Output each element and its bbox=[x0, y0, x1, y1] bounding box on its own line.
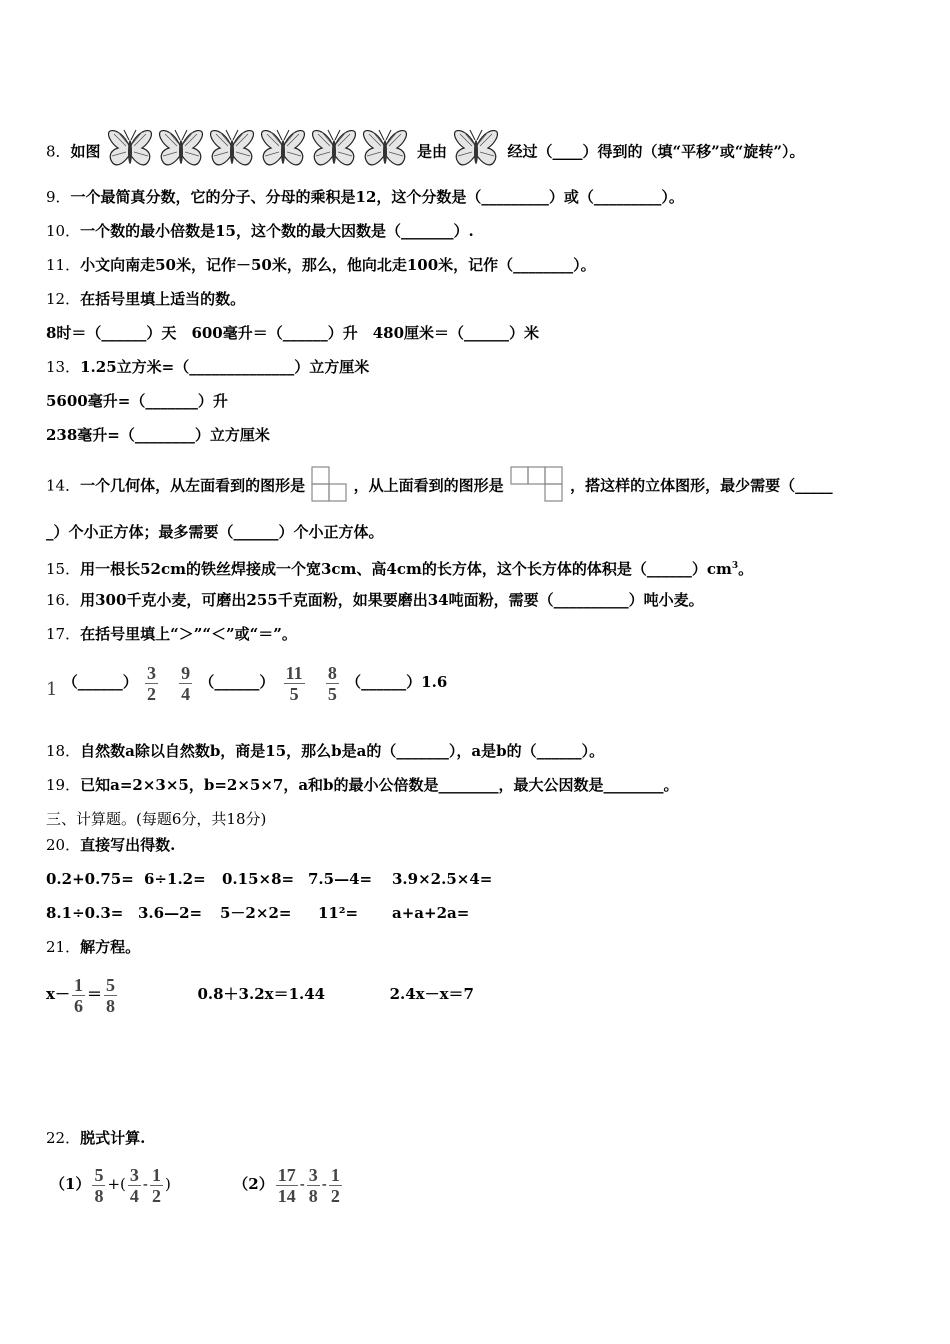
q17-blank-3: （______） bbox=[346, 673, 422, 691]
question-15 bbox=[46, 556, 753, 579]
calc-item: 8.1÷0.3= bbox=[46, 904, 124, 922]
fraction-3-4: $\frac{3}{4}$ bbox=[129, 1164, 139, 1206]
q21-text: 解方程。 bbox=[80, 938, 141, 956]
problem-1-label: （1） bbox=[50, 1175, 91, 1193]
question-12 bbox=[46, 289, 245, 309]
left-view-figure bbox=[310, 466, 348, 507]
question-19 bbox=[46, 775, 679, 795]
operator: - bbox=[142, 1175, 148, 1193]
fraction-1-2: $\frac{1}{2}$ bbox=[151, 1164, 161, 1206]
calc-item: 11²= bbox=[318, 904, 359, 922]
fraction-17-14: $\frac{17}{14}$ bbox=[277, 1164, 296, 1206]
question-number: 8． bbox=[46, 142, 71, 161]
problem-2-label: （2） bbox=[233, 1175, 274, 1193]
fraction-3-8: $\frac{3}{8}$ bbox=[308, 1164, 318, 1206]
question-13 bbox=[46, 357, 369, 377]
q14-text-mid: ，从上面看到的图形是 bbox=[353, 476, 504, 495]
calc-item: 6÷1.2= bbox=[144, 870, 206, 888]
question-17 bbox=[46, 624, 297, 644]
equation-3: 2.4x－x＝7 bbox=[389, 985, 474, 1003]
q15-text: 用一根长52cm的铁丝焊接成一个宽3cm、高4cm的长方体，这个长方体的体积是（______）cm bbox=[80, 560, 732, 578]
q16-text: 用300千克小麦，可磨出255千克面粉，如果要磨出34吨面粉，需要（__________）吨小麦。 bbox=[80, 591, 704, 609]
fraction-8-5: $\frac{8}{5}$ bbox=[327, 662, 337, 704]
question-number: 20． bbox=[46, 836, 81, 854]
q12-text: 在括号里填上适当的数。 bbox=[80, 290, 246, 308]
q15-superscript: 3 bbox=[731, 561, 739, 571]
q8-text-post: 经过（____）得到的（填“平移”或“旋转”）。 bbox=[507, 142, 805, 161]
q17-blank-2: （______） bbox=[199, 673, 275, 691]
equation-2: 0.8＋3.2x＝1.44 bbox=[197, 985, 326, 1003]
question-8 bbox=[46, 126, 805, 179]
butterfly-single-figure bbox=[452, 126, 502, 179]
question-number: 15． bbox=[46, 560, 81, 578]
question-number: 11． bbox=[46, 256, 81, 274]
question-20 bbox=[46, 835, 175, 855]
operator: - bbox=[321, 1175, 327, 1193]
question-number: 21． bbox=[46, 938, 81, 956]
operator: - bbox=[299, 1175, 305, 1193]
question-number: 13． bbox=[46, 358, 81, 376]
fraction-11-5: $\frac{11}{5}$ bbox=[285, 662, 303, 704]
calc-item: 5－2×2= bbox=[220, 904, 292, 922]
question-number: 22． bbox=[46, 1129, 81, 1147]
section-3-heading: 三、计算题。(每题6分，共18分) bbox=[46, 810, 267, 828]
q13-line2: 5600毫升=（_______）升 bbox=[46, 392, 228, 410]
calc-item: a+a+2a= bbox=[392, 904, 470, 922]
q20-row-1 bbox=[46, 869, 492, 889]
q13-line3: 238毫升=（________）立方厘米 bbox=[46, 426, 270, 444]
fraction-1-2: $\frac{1}{2}$ bbox=[330, 1164, 340, 1206]
q14-text-post: ，搭这样的立体图形，最少需要（_____ bbox=[570, 476, 833, 495]
question-number: 9． bbox=[46, 188, 71, 206]
question-number: 16． bbox=[46, 591, 81, 609]
question-16 bbox=[46, 590, 704, 610]
q15-end: 。 bbox=[738, 560, 754, 578]
fraction-3-2: $\frac{3}{2}$ bbox=[146, 662, 156, 704]
eq1-equals: ＝ bbox=[86, 985, 102, 1003]
fraction-5-8: $\frac{5}{8}$ bbox=[105, 974, 115, 1016]
operator: +( bbox=[107, 1175, 126, 1193]
operator: ) bbox=[164, 1175, 171, 1193]
q22-problems bbox=[50, 1162, 344, 1206]
q11-text: 小文向南走50米，记作－50米，那么，他向北走100米，记作（________）。 bbox=[80, 256, 596, 274]
q10-text: 一个数的最小倍数是15，这个数的最大因数是（_______）. bbox=[80, 222, 474, 240]
question-18 bbox=[46, 741, 604, 761]
question-22 bbox=[46, 1128, 145, 1148]
butterfly-row-figure bbox=[106, 126, 412, 179]
q17-right-value: 1.6 bbox=[421, 673, 448, 691]
q20-text: 直接写出得数. bbox=[80, 836, 176, 854]
q17-blank-1: （______） bbox=[62, 673, 138, 691]
eq1-prefix: x－ bbox=[46, 985, 70, 1003]
question-21 bbox=[46, 937, 140, 957]
question-11 bbox=[46, 255, 596, 275]
calc-item: 0.2+0.75= bbox=[46, 870, 134, 888]
q19-text: 已知a=2×3×5，b=2×5×7，a和b的最小公倍数是________，最大公因数是________。 bbox=[80, 776, 679, 794]
fraction-9-4: $\frac{9}{4}$ bbox=[181, 662, 191, 704]
q21-equations bbox=[46, 972, 474, 1016]
q22-text: 脱式计算. bbox=[80, 1129, 146, 1147]
question-9 bbox=[46, 187, 684, 207]
q20-row-2 bbox=[46, 903, 469, 923]
top-view-figure bbox=[509, 466, 565, 507]
question-number: 12． bbox=[46, 290, 81, 308]
calc-item: 3.6—2= bbox=[138, 904, 203, 922]
question-number: 18． bbox=[46, 742, 81, 760]
calc-item: 0.15×8= bbox=[222, 870, 295, 888]
calc-item: 7.5—4= bbox=[308, 870, 373, 888]
q12-conversions: 8时＝（______）天 600毫升＝（______）升 480厘米＝（______）米 bbox=[46, 324, 540, 342]
question-number: 10． bbox=[46, 222, 81, 240]
question-14 bbox=[46, 466, 833, 507]
calc-item: 3.9×2.5×4= bbox=[392, 870, 493, 888]
q18-text: 自然数a除以自然数b，商是15，那么b是a的（_______），a是b的（______）。 bbox=[80, 742, 605, 760]
q17-text: 在括号里填上“＞”“＜”或“＝”。 bbox=[80, 625, 297, 643]
q8-text-pre: 如图 bbox=[70, 142, 101, 161]
question-number: 19． bbox=[46, 776, 81, 794]
q17-comparisons bbox=[46, 660, 447, 712]
q13-text: 1.25立方米=（______________）立方厘米 bbox=[80, 358, 370, 376]
q9-text: 一个最简真分数，它的分子、分母的乘积是12，这个分数是（_________）或（_________）。 bbox=[70, 188, 684, 206]
question-number: 14． bbox=[46, 476, 81, 495]
q8-text-mid: 是由 bbox=[417, 142, 448, 161]
question-number: 17． bbox=[46, 625, 81, 643]
q17-left-one: 1 bbox=[46, 679, 58, 700]
q14-text-pre: 一个几何体，从左面看到的图形是 bbox=[80, 476, 306, 495]
question-10 bbox=[46, 221, 474, 241]
fraction-5-8: $\frac{5}{8}$ bbox=[94, 1164, 104, 1206]
fraction-1-6: $\frac{1}{6}$ bbox=[73, 974, 83, 1016]
q14-line2: _）个小正方体；最多需要（______）个小正方体。 bbox=[46, 523, 384, 541]
